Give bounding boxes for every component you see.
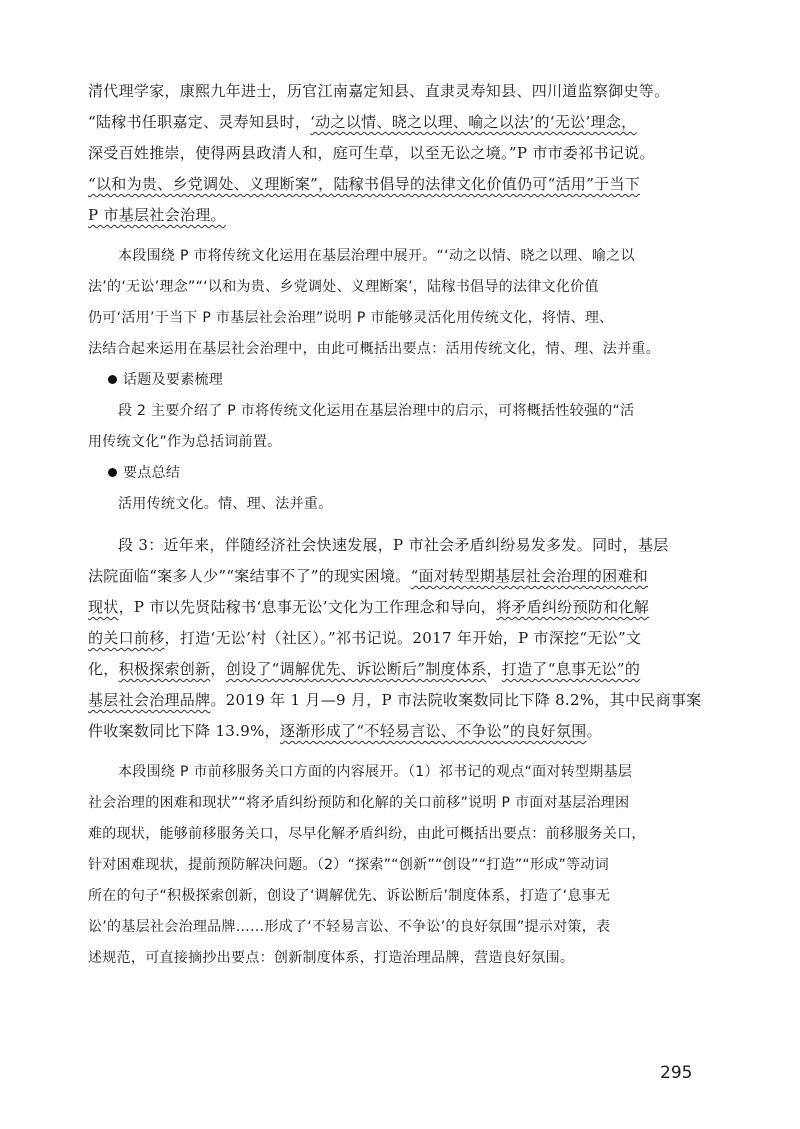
analysis-line: 法’的‘无讼’理念”“‘以和为贵、乡党调处、义理断案’，陆稼书倡导的法律文化价值 [88,279,599,295]
underlined-text: 创设了“调解优先、诉讼断后”制度体系 [225,660,487,678]
text-line [88,623,688,654]
text-line: 清代理学家，康熙九年进士，历官江南嘉定知县、直隶灵寿知县、四川道监察御史等。 [88,82,670,100]
analysis-line: 仍可‘活用’于当下 P 市基层社会治理”说明 P 市能够灵活化用传统文化，将情、理、 [88,310,614,326]
text-span: 化， [88,660,119,678]
section-heading [88,365,688,396]
text-span: ， [210,660,226,678]
underlined-text: P 市基层社会治理。 [88,206,226,224]
text-span: ，打造‘无讼’村（社区）。”祁书记说。2017 年开始，P 市深挖“无讼”文 [164,629,642,647]
underlined-text: “以和为贵、乡党调处、义理断案”，陆稼书倡导的法律文化价值仍可“活用”于当下 [88,175,641,193]
text-span: 。 [586,722,602,740]
text-span: 。2019 年 1 月—9 月，P 市法院收案数同比下降 8.2%，其中民商事案 [210,691,702,709]
analysis-line: 本段围绕 P 市前移服务关口方面的内容展开。（1）祁书记的观点“面对转型期基层 [118,764,633,780]
underlined-text: 现状 [88,598,119,616]
page-body [88,76,702,974]
text-line [88,716,688,747]
analysis-line: 法结合起来运用在基层社会治理中，由此可概括出要点：活用传统文化，情、理、法并重。 [88,341,660,357]
text-span: ， [486,660,502,678]
analysis-line: 讼’的基层社会治理品牌……形成了‘不轻易言讼、不争讼’的良好氛围”提示对策，表 [88,919,611,935]
underlined-text: ‘动之以情、晓之以理、喻之以法’的‘无讼’理念， [310,113,637,131]
underlined-text: 逐渐形成了“不轻易言讼、不争讼”的良好氛围 [279,722,587,740]
analysis-line: 段 2 主要介绍了 P 市将传统文化运用在基层治理中的启示，可将概括性较强的“活 [118,403,635,419]
heading-text: 话题及要素梳理 [123,372,224,388]
text-line [88,685,702,716]
text-line [88,107,688,138]
underlined-text: 打造了“息事无讼”的 [501,660,641,678]
heading-text: 要点总结 [123,465,181,481]
bullet-icon [108,468,117,477]
underlined-text: 基层社会治理品牌 [88,691,211,709]
analysis-line: 社会治理的困难和现状”“将矛盾纠纷预防和化解的关口前移”说明 P 市面对基层治理困 [88,795,630,811]
summary-line: 活用传统文化。情、理、法并重。 [118,496,333,512]
section-heading [88,458,688,489]
underlined-text: “面对转型期基层社会治理的困难和 [410,567,649,585]
underlined-text: 积极探索创新 [118,660,211,678]
analysis-line: 用传统文化”作为总括词前置。 [88,434,282,450]
underlined-text: 的关口前移 [88,629,165,647]
text-line [88,654,688,685]
bullet-icon [108,375,117,384]
text-span: 法院面临“案多人少”“案结事不了”的现实困境。 [88,567,411,585]
analysis-line: 述规范，可直接摘抄出要点：创新制度体系，打造治理品牌，营造良好氛围。 [88,950,575,966]
analysis-line: 所在的句子“积极探索创新，创设了‘调解优先、诉讼断后’制度体系，打造了‘息事无 [88,888,611,904]
page-number: 295 [660,1063,693,1083]
text-span: ，P 市以先贤陆稼书‘息事无讼’文化为工作理念和导向， [118,598,497,616]
underlined-text: 将矛盾纠纷预防和化解 [496,598,650,616]
text-line: 深受百姓推崇，使得两县政清人和，庭可生草，以至无讼之境。”P 市市委祁书记说。 [88,144,655,162]
analysis-line: 本段围绕 P 市将传统文化运用在基层治理中展开。“‘动之以情、晓之以理、喻之以 [118,248,635,264]
analysis-line: 针对困难现状，提前预防解决问题。（2）“探索”“创新”“创设”“打造”“形成”等动词 [88,857,610,873]
text-line [88,561,688,592]
text-span: 件收案数同比下降 13.9%， [88,722,280,740]
text-span: “陆稼书任职嘉定、灵寿知县时， [88,113,311,131]
text-line [88,592,688,623]
text-line: 段 3：近年来，伴随经济社会快速发展，P 市社会矛盾纠纷易发多发。同时，基层 [118,536,669,554]
analysis-line: 难的现状，能够前移服务关口，尽早化解矛盾纠纷，由此可概括出要点：前移服务关口， [88,826,646,842]
